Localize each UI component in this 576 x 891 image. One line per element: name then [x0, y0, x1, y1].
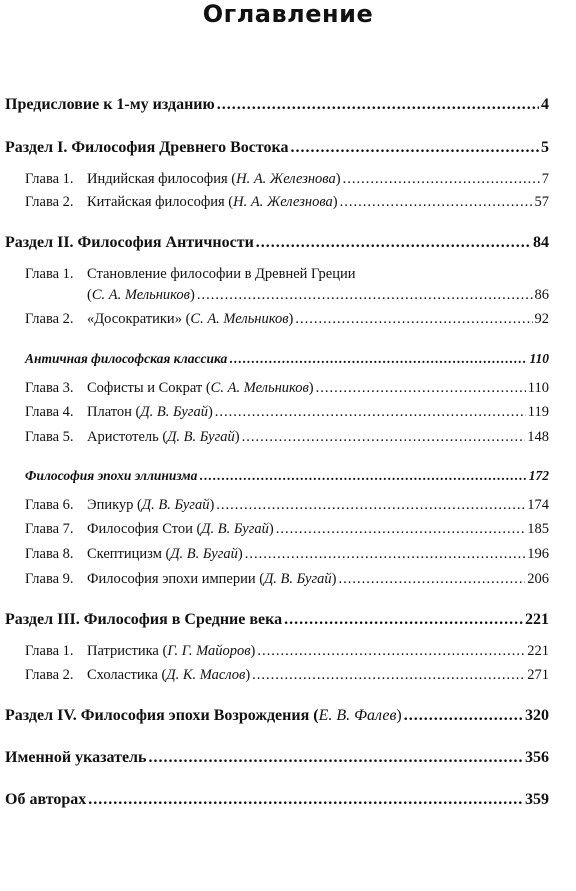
toc-entry-preface — [5, 96, 549, 114]
entry-author: Д. В. Бугай — [170, 546, 238, 562]
entry-label: Скептицизм ( — [87, 546, 171, 562]
toc-entry-authors — [5, 791, 549, 809]
entry-author: Д. В. Бугай — [264, 571, 332, 587]
entry-label: Эпикур ( — [87, 497, 142, 513]
dot-leader — [199, 467, 526, 485]
entry-label: «Досократики» ( — [87, 311, 191, 327]
entry-label: Философия эпохи империи ( — [87, 571, 265, 587]
entry-label: Предисловие к 1-му изданию — [5, 96, 215, 113]
toc-entry-chapter: Глава 7. Философия Стои (Д. В. Бугай) ..... 185 — [25, 520, 549, 538]
chapter-number: Глава 2. — [25, 194, 74, 210]
toc-entry-chapter: Глава 5. Аристотель (Д. В. Бугай) ..... 148 — [25, 428, 549, 446]
chapter-number: Глава 1. — [25, 171, 74, 187]
toc-entry-chapter: Глава 3. Софисты и Сократ (С. А. Мельников) ..... 110 — [25, 379, 549, 397]
dot-leader — [340, 193, 533, 211]
entry-page-number: 359 — [525, 791, 549, 808]
toc-entry-index — [5, 749, 549, 767]
entry-page-number: 4 — [541, 96, 549, 113]
chapter-number: Глава 2. — [25, 667, 74, 683]
entry-page-number: 172 — [528, 468, 549, 483]
entry-author: Е. В. Фалев — [318, 707, 397, 724]
entry-page-number: 84 — [533, 234, 549, 251]
toc-entry-chapter: Глава 2. Китайская философия (Н. А. Железнова) ..... 57 — [25, 193, 549, 211]
dot-leader — [217, 96, 539, 114]
entry-page-number: 174 — [527, 497, 549, 513]
toc-entry-chapter: Глава 6. Эпикур (Д. В. Бугай) ..... 174 — [25, 496, 549, 514]
dot-leader — [88, 791, 523, 809]
chapter-number: Глава 7. — [25, 521, 74, 537]
dot-leader — [256, 234, 531, 252]
entry-author: Д. В. Бугай — [141, 497, 210, 513]
entry-page-number: 110 — [529, 351, 549, 366]
entry-page-number: 7 — [541, 171, 549, 187]
dot-leader — [242, 428, 526, 446]
toc-entry-subsection — [25, 467, 549, 485]
entry-label: Об авторах — [5, 791, 87, 808]
chapter-number: Глава 2. — [25, 311, 74, 327]
entry-page-number: 110 — [527, 380, 549, 396]
entry-page-number: 271 — [527, 667, 549, 683]
entry-label: Аристотель ( — [87, 429, 168, 445]
entry-label: Раздел III. Философия в Средние века — [5, 611, 283, 628]
entry-page-number: 148 — [527, 429, 549, 445]
toc-entry-section-1 — [5, 139, 549, 157]
toc-entry-section-3 — [5, 611, 549, 629]
entry-page-number: 221 — [525, 611, 549, 628]
dot-leader — [291, 139, 539, 157]
entry-page-number: 119 — [527, 404, 549, 420]
chapter-number: Глава 4. — [25, 404, 74, 420]
dot-leader — [149, 749, 524, 767]
toc-entry-chapter: Глава 1. Индийская философия (Н. А. Железнова) ..... 7 — [25, 170, 549, 188]
entry-page-number: 320 — [525, 707, 549, 724]
entry-author: Д. К. Маслов — [166, 667, 246, 683]
chapter-number: Глава 1. — [25, 266, 74, 282]
toc-entry-chapter: Глава 4. Платон (Д. В. Бугай) ..... 119 — [25, 403, 549, 421]
dot-leader — [252, 666, 525, 684]
entry-author: Н. А. Железнова — [236, 171, 336, 187]
dot-leader — [343, 170, 540, 188]
entry-page-number: 185 — [527, 521, 549, 537]
entry-label: Платон ( — [87, 404, 141, 420]
dot-leader — [316, 379, 526, 397]
entry-label: Китайская философия ( — [87, 194, 234, 210]
entry-page-number: 206 — [527, 571, 549, 587]
entry-label: Философия Стои ( — [87, 521, 202, 537]
entry-label: Раздел II. Философия Античности — [5, 234, 254, 251]
entry-label: Античная философская классика — [25, 351, 228, 366]
entry-label: Индийская философия ( — [87, 171, 237, 187]
entry-author: Н. А. Железнова — [233, 194, 333, 210]
entry-label: Софисты и Сократ ( — [87, 380, 211, 396]
entry-author: Д. В. Бугай — [201, 521, 269, 537]
toc-entry-chapter: Глава 2. Схоластика (Д. К. Маслов) ..... 271 — [25, 666, 549, 684]
entry-page-number: 356 — [525, 749, 549, 766]
chapter-number: Глава 3. — [25, 380, 74, 396]
dot-leader — [338, 570, 525, 588]
dot-leader — [284, 611, 523, 629]
entry-page-number: 196 — [527, 546, 549, 562]
toc-entry-chapter-line1 — [25, 265, 355, 283]
entry-author: Г. Г. Майоров — [167, 643, 251, 659]
dot-leader — [245, 545, 526, 563]
entry-page-number: 86 — [534, 287, 549, 303]
entry-label: Патристика ( — [87, 643, 168, 659]
dot-leader — [216, 496, 525, 514]
entry-label: Схоластика ( — [87, 667, 167, 683]
chapter-number: Глава 6. — [25, 497, 74, 513]
toc-entry-chapter: Глава 1. Патристика (Г. Г. Майоров) ..... 221 — [25, 642, 549, 660]
entry-label: Философия эпохи эллинизма — [25, 468, 198, 483]
entry-author: С. А. Мельников — [210, 380, 309, 396]
toc-entry-section-4: Раздел IV. Философия эпохи Возрождения (Е. В. Фалев) ..... 320 — [5, 707, 549, 725]
entry-author: С. А. Мельников — [91, 287, 190, 303]
toc-entry-chapter: Глава 2. «Досократики» (С. А. Мельников) ..... 92 — [25, 310, 549, 328]
entry-page-number: 5 — [541, 139, 549, 156]
chapter-number: Глава 9. — [25, 571, 74, 587]
toc-entry-chapter: Глава 9. Философия эпохи империи (Д. В. Бугай) ..... 206 — [25, 570, 549, 588]
entry-label: Становление философии в Древней Греции — [87, 266, 356, 282]
page-title: Оглавление — [202, 0, 374, 28]
dot-leader — [229, 350, 527, 368]
chapter-number: Глава 1. — [25, 643, 74, 659]
dot-leader — [215, 403, 526, 421]
dot-leader — [276, 520, 526, 538]
toc-entry-chapter: Глава 8. Скептицизм (Д. В. Бугай) ..... 196 — [25, 545, 549, 563]
entry-label: Именной указатель — [5, 749, 147, 766]
toc-entry-chapter: (С. А. Мельников) ..... 86 — [25, 286, 549, 304]
dot-leader — [295, 310, 532, 328]
chapter-number: Глава 8. — [25, 546, 74, 562]
chapter-number: Глава 5. — [25, 429, 74, 445]
entry-author: Д. В. Бугай — [167, 429, 235, 445]
dot-leader — [257, 642, 525, 660]
dot-leader — [197, 286, 533, 304]
entry-page-number: 221 — [527, 643, 549, 659]
entry-label: Раздел I. Философия Древнего Востока — [5, 139, 289, 156]
entry-page-number: 57 — [534, 194, 549, 210]
entry-author: Д. В. Бугай — [140, 404, 208, 420]
entry-author: С. А. Мельников — [190, 311, 289, 327]
entry-page-number: 92 — [534, 311, 549, 327]
entry-label: Раздел IV. Философия эпохи Возрождения ( — [5, 707, 319, 724]
toc-entry-section-2 — [5, 234, 549, 252]
toc-entry-subsection — [25, 350, 549, 368]
dot-leader — [404, 707, 523, 725]
